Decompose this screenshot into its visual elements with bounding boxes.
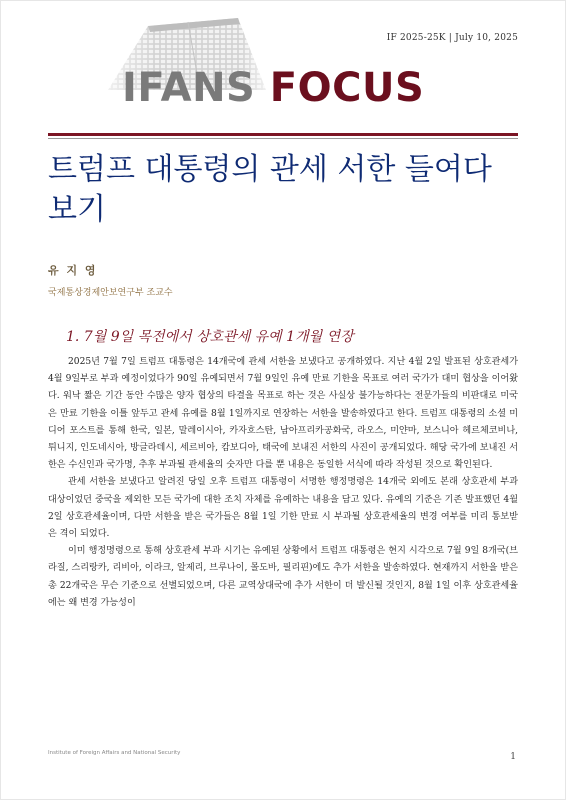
- brand-logo: [122, 65, 425, 111]
- page-number: 1: [510, 752, 516, 762]
- brand-logo-part1: IFANS: [122, 65, 270, 111]
- document-title: 트럼프 대통령의 관세 서한 들여다보기: [48, 152, 492, 227]
- author-name: 유 지 영: [48, 264, 98, 277]
- author-affiliation: 국제통상경제안보연구부 조교수: [48, 288, 173, 298]
- body-paragraph: 이미 행정명령으로 통해 상호관세 부과 시기는 유예된 상황에서 트럼프 대통령은 현지 시각으로 7월 9일 8개국(브라질, 스리랑카, 리비아, 이라크, 알제리, 브루나이, 몰도바, 필리핀)에도 추가 서한을 발송하였다. 현재까지 서한을 받은 총 22개국은 무슨 기준으로 선별되었으며, 다른 교역상대국에 추가 서한이 더 발신될 것인지, 8월 1일 이후 상호관세율에는 왜 변경 가능성이: [48, 546, 518, 608]
- body-text: [48, 354, 518, 612]
- body-paragraph: 관세 서한을 보냈다고 알려진 당일 오후 트럼프 대통령이 서명한 행정명령은 14개국 외에도 본래 상호관세 부과 대상이었던 중국을 제외한 모든 국가에 대한 조치 자체를 유예하는 내용을 담고 있다. 유예의 기준은 기존 발표했던 4월 2일 상호관세율이며, 다만 서한을 받은 국가들은 8월 1일 기한 만료 시 부과될 상호관세율의 변경 여부를 미리 통보받은 격이 되었다.: [48, 477, 518, 540]
- body-paragraph: 2025년 7월 7일 트럼프 대통령은 14개국에 관세 서한을 보냈다고 공개하였다. 지난 4월 2일 발표된 상호관세가 4월 9일부로 부과 예정이었다가 90일 유예되면서 7월 9일인 유예 만료 기한을 목표로 여러 국가가 대미 협상을 이어왔다. 워낙 짧은 기간 동안 수많은 양자 협상의 타결을 목표로 하는 것은 사실상 불가능하다는 전문가들의 비판대로 미국은 만료 기한을 이틀 앞두고 관세 유예를 8월 1일까지로 연장하는 서한을 발송하였다고 한다. 트럼프 대통령의 소셜 미디어 포스트를 통해 한국, 일본, 말레이시아, 카자흐스탄, 남아프리카공화국, 라오스, 미얀마, 보스니아 헤르체코비나, 튀니지, 인도네시아, 방글라데시, 세르비아, 캄보디아, 태국에 보내진 서한의 사진이 공개되었다. 해당 국가에 보내진 서한은 수신인과 국가명, 추후 부과될 관세율의 숫자만 다를 뿐 내용은 동일한 서식에 따라 작성된 것으로 확인된다.: [48, 357, 518, 471]
- footer-institute: Institute of Foreign Affairs and National Security: [48, 750, 181, 756]
- header-divider-red: [48, 133, 518, 136]
- section-heading: 1. 7월 9일 목전에서 상호관세 유예 1개월 연장: [66, 329, 354, 345]
- brand-logo-part2: FOCUS: [269, 65, 425, 111]
- document-reference: IF 2025-25K | July 10, 2025: [386, 33, 518, 43]
- header-divider-gray: [48, 138, 518, 139]
